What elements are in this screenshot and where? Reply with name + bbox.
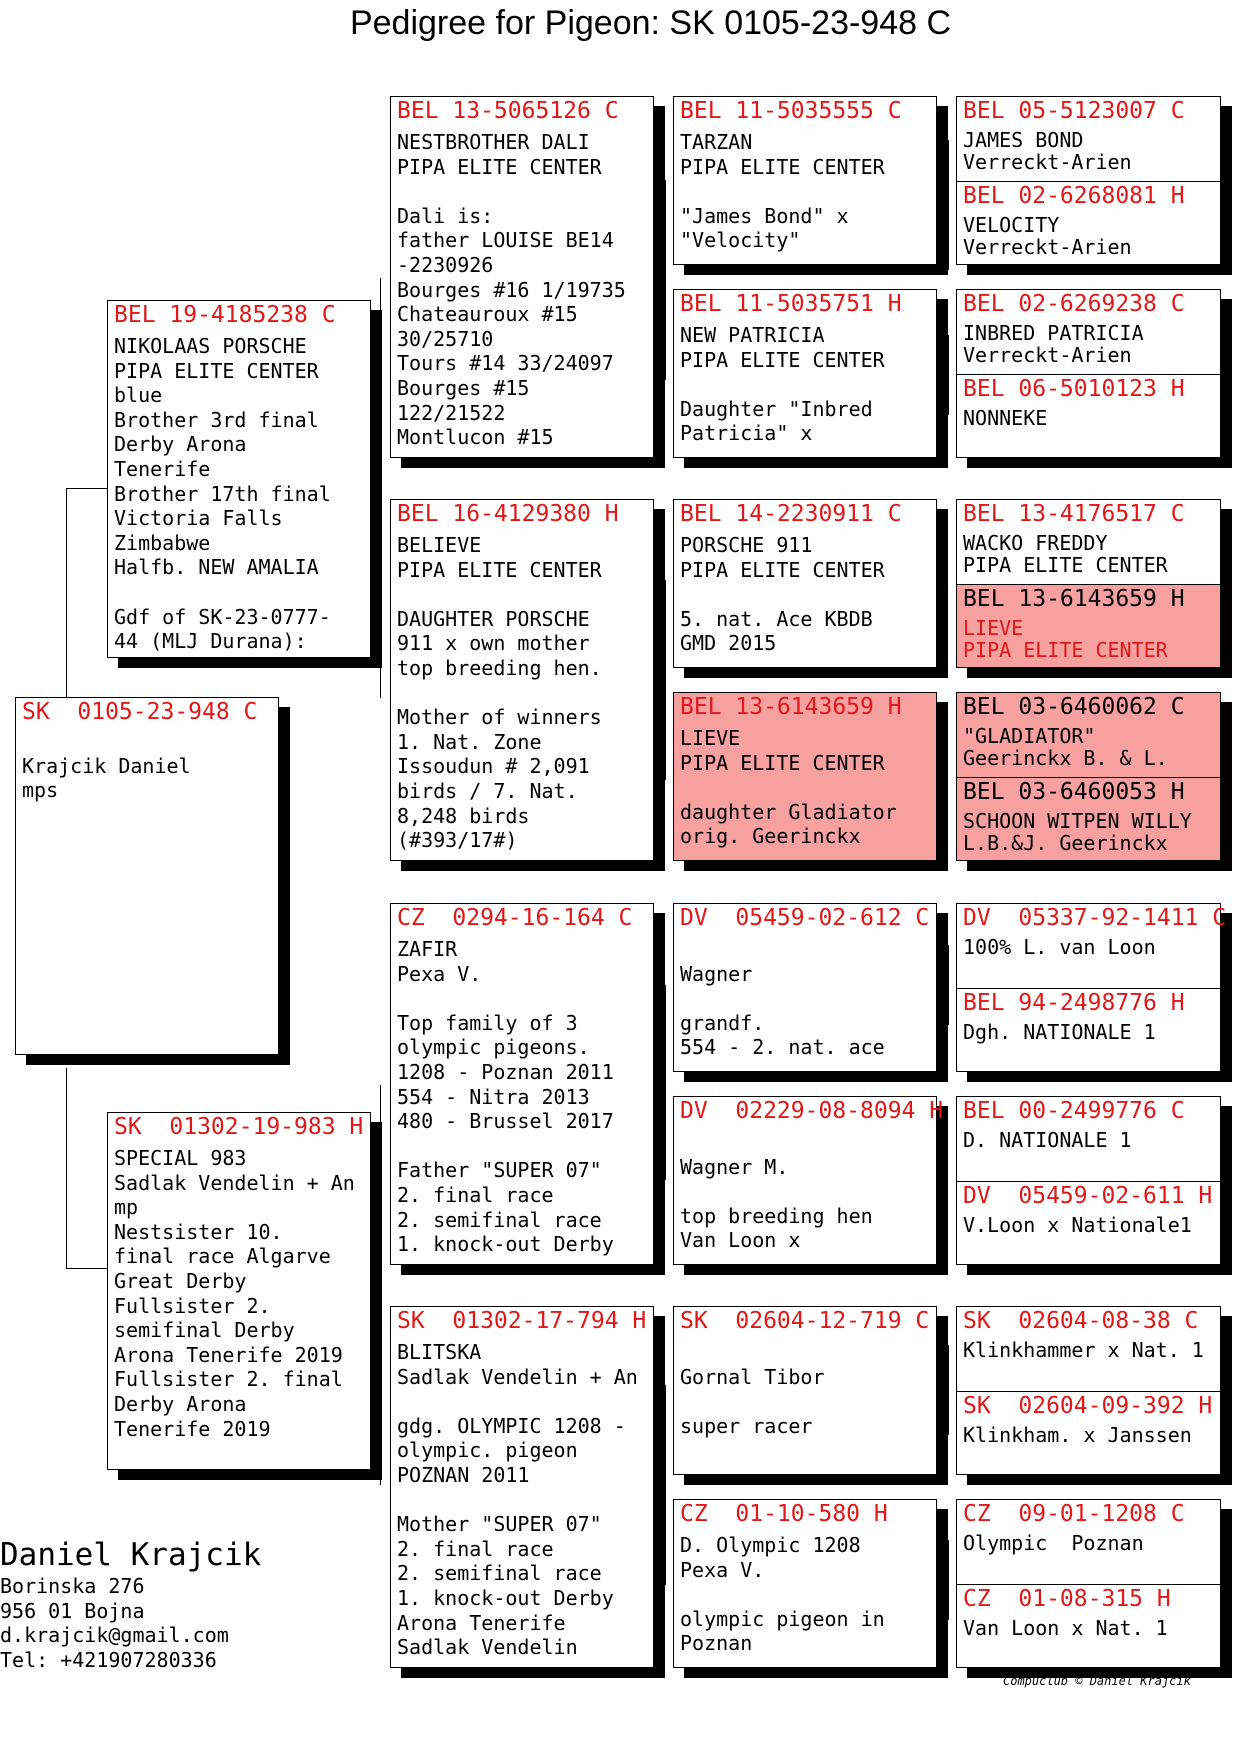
great-grandparent-card[interactable] <box>673 1499 937 1668</box>
subject-pigeon-card[interactable] <box>15 697 279 1055</box>
gggp-sire[interactable] <box>957 1097 1220 1181</box>
ring-number: BEL 03-6460062 C <box>963 694 1185 720</box>
gggp-pair-card[interactable] <box>956 903 1227 1072</box>
connector-line <box>66 1268 110 1269</box>
pigeon-details: LIEVE PIPA ELITE CENTER daughter Gladiator orig. Geerinckx <box>680 726 897 849</box>
pigeon-details: INBRED PATRICIA Verreckt-Arien <box>963 321 1144 367</box>
owner-name: Daniel Krajcik <box>0 1537 262 1573</box>
connector-line <box>665 180 666 380</box>
pigeon-details: BELIEVE PIPA ELITE CENTER DAUGHTER PORSCHE 911 x own mother top breeding hen. Mother of winners 1. Nat. Zone Issoudun # 2,091 birds / 7. Nat. 8,248 birds (#393/17#) <box>397 533 602 853</box>
footer-credit: Compuclub © Daniel Krajcik <box>1003 1674 1191 1688</box>
gggp-pair-card[interactable] <box>956 692 1221 861</box>
gggp-dam[interactable] <box>957 1391 1220 1474</box>
ring-number: CZ 01-10-580 H <box>680 1501 888 1527</box>
ring-number: SK 02604-12-719 C <box>680 1308 930 1334</box>
pigeon-details: ZAFIR Pexa V. Top family of 3 olympic pigeons. 1208 - Poznan 2011 554 - Nitra 2013 480 - Brussel 2017 Father "SUPER 07" 2. final race 2. semifinal race 1. knock-out Derby <box>397 937 614 1257</box>
gggp-pair-card[interactable] <box>956 96 1221 265</box>
gggp-pair-card[interactable] <box>956 1096 1221 1265</box>
dam-card[interactable] <box>107 1112 371 1470</box>
owner-address: Borinska 276 <box>0 1574 145 1598</box>
ring-number: CZ 01-08-315 H <box>963 1586 1171 1612</box>
grandparent-card[interactable] <box>390 96 654 458</box>
pigeon-details: Van Loon x Nat. 1 <box>963 1616 1168 1640</box>
ring-number: SK 0105-23-948 C <box>22 699 258 725</box>
owner-city: 956 01 Bojna <box>0 1598 145 1623</box>
ring-number: BEL 11-5035555 C <box>680 98 902 124</box>
grandparent-card[interactable] <box>390 903 654 1265</box>
pigeon-details: Wagner M. top breeding hen Van Loon x <box>680 1154 873 1253</box>
gggp-dam[interactable] <box>957 777 1220 860</box>
connector-line <box>948 1345 949 1435</box>
great-grandparent-card[interactable] <box>673 1306 937 1475</box>
ring-number: BEL 02-6269238 C <box>963 291 1185 317</box>
ring-number: BEL 13-4176517 C <box>963 501 1185 527</box>
great-grandparent-card[interactable] <box>673 289 937 458</box>
ring-number: DV 05459-02-611 H <box>963 1183 1213 1209</box>
ring-number: BEL 02-6268081 H <box>963 183 1185 209</box>
pigeon-details: SPECIAL 983 Sadlak Vendelin + An mp Nestsister 10. final race Algarve Great Derby Fullsister 2. semifinal Derby Arona Tenerife 2019 Fullsister 2. final Derby Arona Tenerife 2019 <box>114 1146 355 1441</box>
gggp-pair-card[interactable] <box>956 289 1221 458</box>
great-grandparent-card[interactable] <box>673 1096 944 1265</box>
pigeon-details: 100% L. van Loon <box>963 935 1156 959</box>
gggp-dam[interactable] <box>957 181 1220 264</box>
pigeon-details: WACKO FREDDY PIPA ELITE CENTER <box>963 531 1168 577</box>
pigeon-details: NONNEKE <box>963 406 1048 430</box>
ring-number: DV 02229-08-8094 H <box>680 1098 944 1124</box>
gggp-pair-card[interactable] <box>956 1306 1221 1475</box>
ring-number: BEL 11-5035751 H <box>680 291 902 317</box>
owner-phone: Tel: +421907280336 <box>0 1647 217 1672</box>
ring-number: DV 05459-02-612 C <box>680 905 930 931</box>
pigeon-details: NIKOLAAS PORSCHE PIPA ELITE CENTER blue Brother 3rd final Derby Arona Tenerife Brother 17th final Victoria Falls Zimbabwe Halfb. NEW AMALIA Gdf of SK-23-0777- 44 (MLJ Durana): <box>114 334 331 654</box>
gggp-sire[interactable] <box>957 97 1220 181</box>
pigeon-details: JAMES BOND Verreckt-Arien <box>963 128 1132 174</box>
gggp-sire[interactable] <box>957 1307 1220 1391</box>
pigeon-details: Gornal Tibor super racer <box>680 1364 825 1438</box>
connector-line <box>665 580 666 780</box>
pigeon-details: NESTBROTHER DALI PIPA ELITE CENTER Dali is: father LOUISE BE14 -2230926 Bourges #16 1/19735 Chateauroux #15 30/25710 Tours #14 33/24097 Bourges #15 122/21522 Montlucon #15 <box>397 130 626 450</box>
pigeon-details: TARZAN PIPA ELITE CENTER "James Bond" x "Velocity" <box>680 130 885 253</box>
pigeon-details: SCHOON WITPEN WILLY L.B.&J. Geerinckx <box>963 809 1192 855</box>
ring-number: SK 02604-08-38 C <box>963 1308 1199 1334</box>
pigeon-details: VELOCITY Verreckt-Arien <box>963 213 1132 259</box>
great-grandparent-card[interactable] <box>673 499 937 668</box>
ring-number: BEL 13-5065126 C <box>397 98 619 124</box>
pigeon-details: NEW PATRICIA PIPA ELITE CENTER Daughter "Inbred Patricia" x <box>680 323 885 446</box>
pigeon-details: Krajcik Daniel mps <box>22 753 191 803</box>
connector-line <box>948 1540 949 1620</box>
ring-number: BEL 19-4185238 C <box>114 302 336 328</box>
great-grandparent-card[interactable] <box>673 692 937 861</box>
pigeon-details: D. Olympic 1208 Pexa V. olympic pigeon in Poznan <box>680 1533 885 1656</box>
ring-number: BEL 00-2499776 C <box>963 1098 1185 1124</box>
ring-number: BEL 13-6143659 H <box>963 586 1185 612</box>
gggp-pair-card[interactable] <box>956 499 1221 668</box>
connector-line <box>948 945 949 1025</box>
sire-card[interactable] <box>107 300 371 658</box>
connector-line <box>66 488 67 703</box>
ring-number: BEL 14-2230911 C <box>680 501 902 527</box>
gggp-dam[interactable] <box>957 584 1220 667</box>
connector-line <box>380 278 381 698</box>
great-grandparent-card[interactable] <box>673 903 937 1072</box>
ring-number: BEL 06-5010123 H <box>963 376 1185 402</box>
gggp-sire[interactable] <box>957 500 1220 584</box>
ring-number: BEL 16-4129380 H <box>397 501 619 527</box>
grandparent-card[interactable] <box>390 1306 654 1668</box>
gggp-dam[interactable] <box>957 988 1220 1071</box>
ring-number: BEL 05-5123007 C <box>963 98 1185 124</box>
ring-number: CZ 0294-16-164 C <box>397 905 633 931</box>
owner-email[interactable]: d.krajcik@gmail.com <box>0 1623 229 1648</box>
pigeon-details: Dgh. NATIONALE 1 <box>963 1020 1156 1044</box>
gggp-sire[interactable] <box>957 290 1220 374</box>
pigeon-details: V.Loon x Nationale1 <box>963 1213 1192 1237</box>
ring-number: CZ 09-01-1208 C <box>963 1501 1185 1527</box>
connector-line <box>948 335 949 415</box>
ring-number: DV 05337-92-1411 C <box>963 905 1227 931</box>
pigeon-details: Klinkhammer x Nat. 1 <box>963 1338 1204 1362</box>
owner-info <box>0 1536 261 1672</box>
gggp-pair-card[interactable] <box>956 1499 1221 1668</box>
pigeon-details: D. NATIONALE 1 <box>963 1128 1132 1152</box>
gggp-sire[interactable] <box>957 904 1227 988</box>
pigeon-details: "GLADIATOR" Geerinckx B. & L. <box>963 724 1168 770</box>
pigeon-details: Klinkham. x Janssen <box>963 1423 1192 1447</box>
ring-number: SK 01302-19-983 H <box>114 1114 364 1140</box>
pigeon-details: LIEVE PIPA ELITE CENTER <box>963 616 1168 662</box>
gggp-sire[interactable] <box>957 693 1220 777</box>
connector-line <box>665 1385 666 1585</box>
ring-number: BEL 13-6143659 H <box>680 694 902 720</box>
connector-line <box>380 1085 381 1485</box>
connector-line <box>66 488 110 489</box>
ring-number: BEL 94-2498776 H <box>963 990 1185 1016</box>
connector-line <box>665 985 666 1180</box>
gggp-dam[interactable] <box>957 1584 1220 1667</box>
ring-number: SK 02604-09-392 H <box>963 1393 1213 1419</box>
gggp-dam[interactable] <box>957 1181 1220 1264</box>
ring-number: SK 01302-17-794 H <box>397 1308 647 1334</box>
pigeon-details: BLITSKA Sadlak Vendelin + An gdg. OLYMPIC 1208 - olympic. pigeon POZNAN 2011 Mother "SUPER 07" 2. final race 2. semifinal race 1. knock-out Derby Arona Tenerife Sadlak Vendelin <box>397 1340 638 1660</box>
great-grandparent-card[interactable] <box>673 96 937 265</box>
connector-line <box>66 1068 67 1268</box>
connector-line <box>948 140 949 270</box>
ring-number: BEL 03-6460053 H <box>963 779 1185 805</box>
pigeon-details: PORSCHE 911 PIPA ELITE CENTER 5. nat. Ace KBDB GMD 2015 <box>680 533 885 656</box>
page-title: Pedigree for Pigeon: SK 0105-23-948 C <box>349 4 952 42</box>
gggp-sire[interactable] <box>957 1500 1220 1584</box>
gggp-dam[interactable] <box>957 374 1220 457</box>
grandparent-card[interactable] <box>390 499 654 861</box>
pigeon-details: Wagner grandf. 554 - 2. nat. ace <box>680 961 885 1060</box>
pigeon-details: Olympic Poznan <box>963 1531 1144 1555</box>
